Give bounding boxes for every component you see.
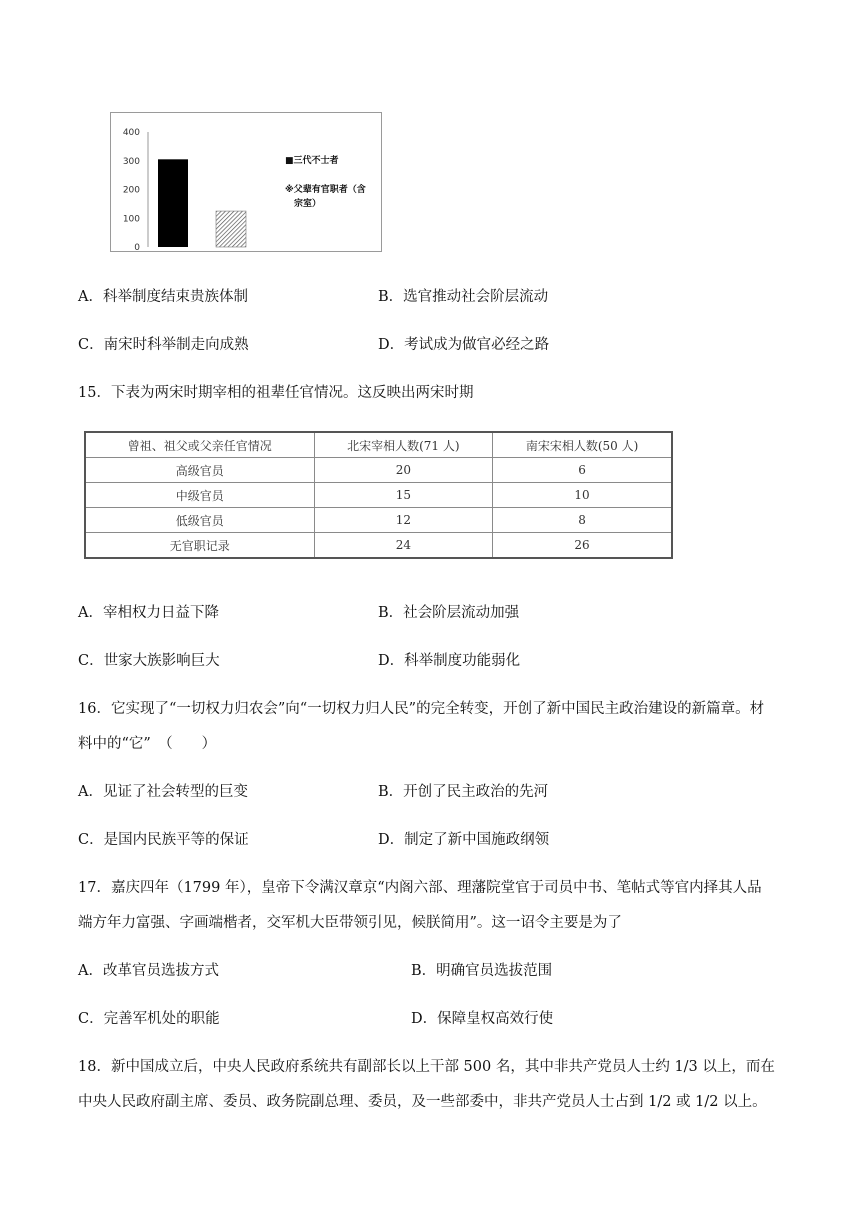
legend-entry-1: ■三代不士者: [285, 156, 339, 166]
table-cell: 24: [314, 533, 493, 559]
q14-option-c[interactable]: C．南宋时科举制走向成熟: [78, 337, 249, 353]
table-cell: 中级官员: [85, 483, 314, 508]
q16-option-d[interactable]: D．制定了新中国施政纲领: [378, 832, 550, 848]
table-cell: 低级官员: [85, 508, 314, 533]
y-tick-label: 0: [134, 243, 140, 253]
table-cell: 高级官员: [85, 458, 314, 483]
table-row: [85, 508, 672, 533]
y-tick-label: 100: [122, 214, 140, 225]
legend-entry-2-cont: 宗室）: [294, 199, 322, 209]
table-header-row: [85, 432, 672, 458]
q17-stem-line1: 17．嘉庆四年（1799 年），皇帝下令满汉章京“内阁六部、理藩院堂官于司员中书、笔帖式等官内择其人品: [78, 880, 762, 896]
q16-option-b[interactable]: B．开创了民主政治的先河: [378, 784, 549, 800]
q17-option-d[interactable]: D．保障皇权高效行使: [411, 1011, 554, 1027]
table-cell: 6: [493, 458, 672, 483]
table-cell: 15: [314, 483, 493, 508]
table-cell: 20: [314, 458, 493, 483]
table-row: [85, 483, 672, 508]
q16-option-c[interactable]: C．是国内民族平等的保证: [78, 832, 249, 848]
q18-stem-line1: 18．新中国成立后，中央人民政府系统共有副部长以上干部 500 名，其中非共产党员人士约 1/3 以上，而在: [78, 1059, 775, 1075]
y-tick-label: 200: [122, 185, 140, 196]
q14-option-a[interactable]: A．科举制度结束贵族体制: [78, 289, 248, 305]
q15-table: [84, 431, 673, 559]
q14-option-b[interactable]: B．选官推动社会阶层流动: [378, 289, 549, 305]
bar-2: [216, 211, 246, 247]
q15-option-c[interactable]: C．世家大族影响巨大: [78, 653, 220, 669]
q15-option-a[interactable]: A．宰相权力日益下降: [78, 605, 219, 621]
y-tick-label: 300: [122, 156, 140, 167]
table-cell: 26: [493, 533, 672, 559]
table-cell: 12: [314, 508, 493, 533]
q17-option-c[interactable]: C．完善军机处的职能: [78, 1011, 220, 1027]
q15-option-d[interactable]: D．科举制度功能弱化: [378, 653, 521, 669]
q15-option-b[interactable]: B．社会阶层流动加强: [378, 605, 520, 621]
table-header: 曾祖、祖父或父亲任官情况: [85, 432, 314, 458]
bar-1: [158, 159, 188, 247]
table-cell: 10: [493, 483, 672, 508]
table-row: [85, 458, 672, 483]
table-cell: 无官职记录: [85, 533, 314, 559]
chart-svg: [111, 113, 383, 253]
q17-option-b[interactable]: B．明确官员选拔范围: [411, 963, 553, 979]
q16-stem-line2: 料中的“它” （ ）: [78, 736, 217, 752]
legend-entry-2: ※父辈有官职者（含: [285, 185, 366, 195]
table-header: 北宋宰相人数(71 人): [314, 432, 493, 458]
table-row: [85, 533, 672, 559]
q16-option-a[interactable]: A．见证了社会转型的巨变: [78, 784, 248, 800]
q17-option-a[interactable]: A．改革官员选拔方式: [78, 963, 219, 979]
q16-stem-line1: 16．它实现了“一切权力归农会”向“一切权力归人民”的完全转变，开创了新中国民主政治建设的新篇章。材: [78, 701, 765, 717]
table-cell: 8: [493, 508, 672, 533]
officials-origin-chart: [110, 112, 382, 252]
y-tick-label: 400: [122, 128, 140, 138]
q15-stem: 15．下表为两宋时期宰相的祖辈任官情况。这反映出两宋时期: [78, 385, 474, 401]
table-header: 南宋宋相人数(50 人): [493, 432, 672, 458]
q18-stem-line2: 中央人民政府副主席、委员、政务院副总理、委员，及一些部委中，非共产党员人士占到 1/2 或 1/2 以上。: [78, 1094, 767, 1110]
q14-option-d[interactable]: D．考试成为做官必经之路: [378, 337, 550, 353]
q17-stem-line2: 端方年力富强、字画端楷者，交军机大臣带领引见，候朕简用”。这一诏令主要是为了: [78, 915, 622, 931]
